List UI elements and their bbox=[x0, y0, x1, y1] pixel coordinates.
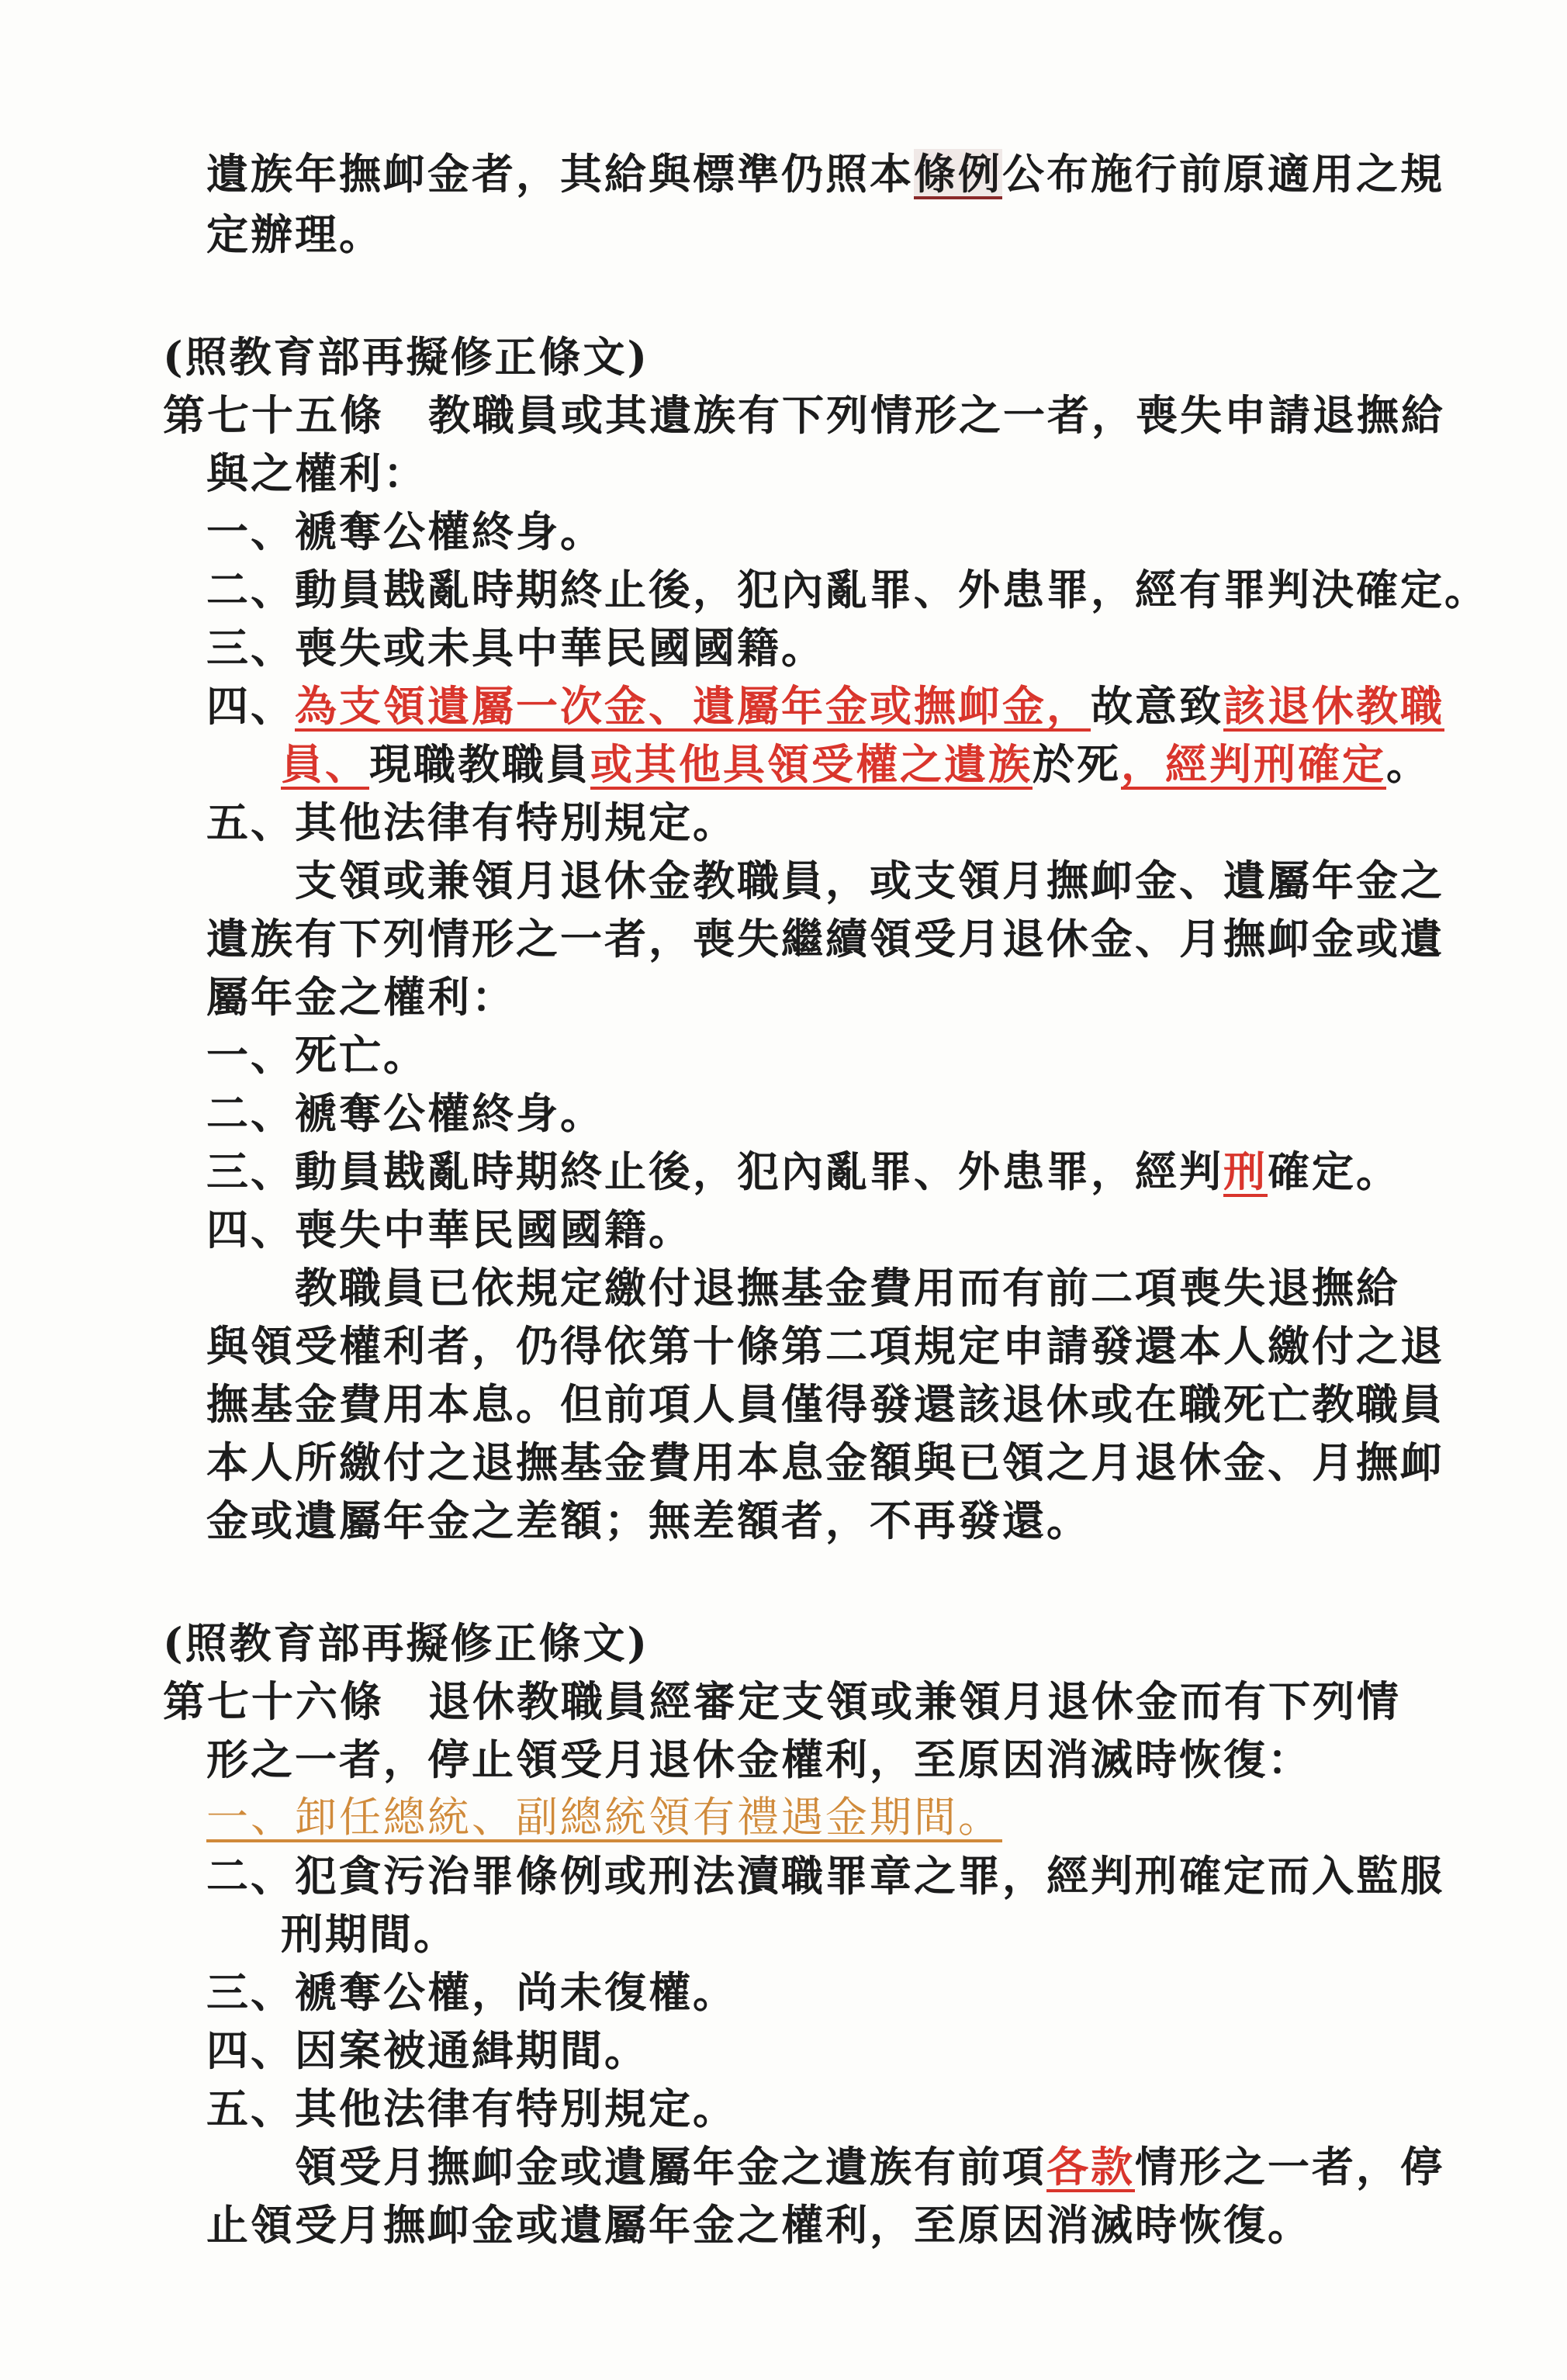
article-75-item-5: 五、其他法律有特別規定。 bbox=[206, 797, 737, 847]
amended-phrase: 員、 bbox=[281, 739, 369, 789]
amended-phrase: 或其他具領受權之遺族 bbox=[590, 739, 1033, 789]
article-76-item-2-line-1: 二、犯貪污治罪條例或刑法瀆職罪章之罪，經判刑確定而入監服 bbox=[206, 1851, 1444, 1901]
article-75-subitem-2: 二、褫奪公權終身。 bbox=[206, 1088, 604, 1138]
article-75-para-3-line-5: 金或遺屬年金之差額；無差額者，不再發還。 bbox=[206, 1496, 1091, 1545]
article-76-line-1: 第七十六條 退休教職員經審定支領或兼領月退休金而有下列情 bbox=[163, 1676, 1401, 1726]
article-76-item-4: 四、因案被通緝期間。 bbox=[206, 2025, 649, 2075]
article-76-para-2-line-2: 止領受月撫卹金或遺屬年金之權利，至原因消滅時恢復。 bbox=[206, 2200, 1312, 2250]
article-75-para-3-line-2: 與領受權利者，仍得依第十條第二項規定申請發還本人繳付之退 bbox=[206, 1321, 1444, 1371]
article-75-para-2-line-3: 屬年金之權利： bbox=[206, 972, 516, 1022]
article-75-heading: (照教育部再擬修正條文) bbox=[163, 332, 650, 382]
article-76-heading: (照教育部再擬修正條文) bbox=[163, 1618, 650, 1668]
article-75-subitem-3: 三、動員戡亂時期終止後，犯內亂罪、外患罪，經判刑確定。 bbox=[206, 1147, 1400, 1196]
amended-term: 各款 bbox=[1046, 2142, 1135, 2191]
article-75-item-4-line-1: 四、為支領遺屬一次金、遺屬年金或撫卹金，故意致該退休教職 bbox=[206, 681, 1444, 731]
amended-phrase: ，經判刑確定 bbox=[1121, 739, 1386, 789]
article-75-para-3-line-3: 撫基金費用本息。但前項人員僅得發還該退休或在職死亡教職員 bbox=[206, 1379, 1444, 1429]
article-75-item-1: 一、褫奪公權終身。 bbox=[206, 507, 604, 556]
article-75-para-2-line-1: 支領或兼領月退休金教職員，或支領月撫卹金、遺屬年金之 bbox=[206, 856, 1444, 905]
top-line-1: 遺族年撫卹金者，其給與標準仍照本條例公布施行前原適用之規 bbox=[206, 149, 1444, 199]
article-75-item-3: 三、喪失或未具中華民國國籍。 bbox=[206, 623, 825, 673]
amended-term: 刑 bbox=[1223, 1147, 1268, 1196]
article-75-subitem-4: 四、喪失中華民國國籍。 bbox=[206, 1205, 693, 1254]
article-76-item-1: 一、卸任總統、副總統領有禮遇金期間。 bbox=[206, 1793, 1002, 1842]
top-line-2: 定辦理。 bbox=[206, 209, 383, 259]
article-75-para-3-line-4: 本人所繳付之退撫基金費用本息金額與已領之月退休金、月撫卹 bbox=[206, 1437, 1444, 1487]
article-76-para-2-line-1: 領受月撫卹金或遺屬年金之遺族有前項各款情形之一者，停 bbox=[206, 2142, 1444, 2191]
article-75-subitem-1: 一、死亡。 bbox=[206, 1030, 427, 1080]
article-76-item-2-line-2: 刑期間。 bbox=[281, 1909, 458, 1959]
article-75-para-2-line-2: 遺族有下列情形之一者，喪失繼續領受月退休金、月撫卹金或遺 bbox=[206, 914, 1444, 963]
amended-term-regulation: 條例 bbox=[914, 149, 1002, 199]
article-75-item-2: 二、動員戡亂時期終止後，犯內亂罪、外患罪，經有罪判決確定。 bbox=[206, 565, 1489, 614]
article-76-item-5: 五、其他法律有特別規定。 bbox=[206, 2084, 737, 2133]
article-75-item-4-line-2: 員、現職教職員或其他具領受權之遺族於死，經判刑確定。 bbox=[281, 739, 1430, 789]
article-75-line-2: 與之權利： bbox=[206, 448, 427, 498]
article-75-line-1: 第七十五條 教職員或其遺族有下列情形之一者，喪失申請退撫給 bbox=[163, 390, 1445, 440]
article-76-line-2: 形之一者，停止領受月退休金權利，至原因消滅時恢復： bbox=[206, 1735, 1312, 1784]
amended-phrase: 為支領遺屬一次金、遺屬年金或撫卹金， bbox=[295, 681, 1091, 731]
article-76-item-3: 三、褫奪公權，尚未復權。 bbox=[206, 1967, 737, 2017]
article-75-para-3-line-1: 教職員已依規定繳付退撫基金費用而有前二項喪失退撫給 bbox=[206, 1263, 1400, 1313]
amended-phrase: 該退休教職 bbox=[1223, 681, 1444, 731]
